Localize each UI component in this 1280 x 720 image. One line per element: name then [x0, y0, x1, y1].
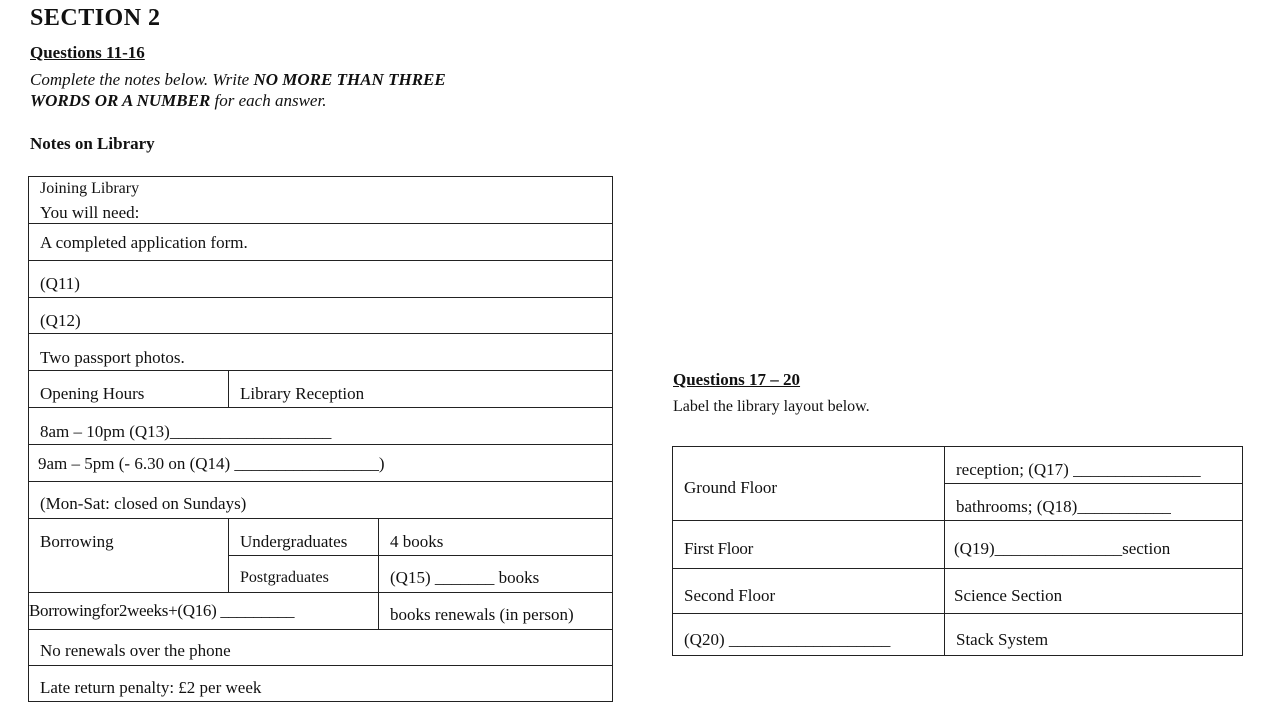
mon-sat-row: (Mon-Sat: closed on Sundays) [40, 494, 247, 513]
row-divider [944, 483, 1243, 484]
notes-table-border-top [28, 176, 613, 177]
joining-library-title: Joining Library [40, 180, 140, 197]
no-renewals-row: No renewals over the phone [40, 641, 231, 660]
section-title: SECTION 2 [30, 5, 161, 31]
undergraduates-label: Undergraduates [240, 532, 348, 551]
four-books-value: 4 books [390, 532, 444, 551]
notes-title: Notes on Library [30, 134, 155, 153]
layout-instruction: Label the library layout below. [673, 398, 870, 415]
questions-11-16-heading: Questions 11-16 [30, 43, 145, 62]
instructions [30, 69, 446, 111]
row-divider [28, 665, 613, 666]
row-divider [28, 518, 613, 519]
row-divider [28, 629, 613, 630]
col-divider [944, 446, 945, 656]
notes-table-border-left [28, 176, 29, 702]
q14-row: 9am – 5pm (- 6.30 on (Q14) _________________) [38, 454, 385, 473]
col-divider [228, 518, 229, 592]
science-section-label: Science Section [954, 586, 1063, 605]
layout-table-border-right [1242, 446, 1243, 656]
q19-section: (Q19)_______________section [954, 539, 1171, 558]
row-divider [672, 520, 1243, 521]
q15-books: (Q15) _______ books [390, 568, 540, 587]
second-floor-label: Second Floor [684, 586, 776, 605]
opening-hours-label: Opening Hours [40, 384, 145, 403]
q12-row: (Q12) [40, 311, 81, 330]
notes-table-border-bottom [28, 701, 613, 702]
borrowing-label: Borrowing [40, 532, 114, 551]
row-divider [28, 260, 613, 261]
stack-system-label: Stack System [956, 630, 1049, 649]
row-divider [28, 444, 613, 445]
instruction-post: for each answer. [210, 91, 327, 110]
notes-table-border-right [612, 176, 613, 702]
instruction-bold-2: WORDS OR A NUMBER [30, 91, 211, 110]
layout-table-border-left [672, 446, 673, 656]
row-divider [672, 613, 1243, 614]
instruction-bold-1: NO MORE THAN THREE [253, 70, 446, 89]
row-divider [28, 297, 613, 298]
row-divider [672, 568, 1243, 569]
row-divider [28, 223, 613, 224]
q13-row: 8am – 10pm (Q13)___________________ [40, 422, 332, 441]
ground-floor-label: Ground Floor [684, 478, 778, 497]
reception-q17: reception; (Q17) _______________ [956, 460, 1201, 479]
you-will-need-label: You will need: [40, 203, 140, 222]
bathrooms-q18: bathrooms; (Q18)___________ [956, 497, 1171, 516]
q11-row: (Q11) [40, 274, 80, 293]
col-divider [228, 370, 229, 407]
postgraduates-label: Postgraduates [240, 569, 329, 586]
row-divider [28, 592, 613, 593]
first-floor-label: First Floor [684, 539, 753, 558]
row-divider [28, 370, 613, 371]
row-divider [228, 555, 613, 556]
layout-table-border-top [672, 446, 1243, 447]
row-divider [28, 407, 613, 408]
col-divider [378, 518, 379, 629]
instruction-pre: Complete the notes below. Write [30, 70, 254, 89]
renewals-in-person: books renewals (in person) [390, 605, 574, 624]
row-divider [28, 333, 613, 334]
library-reception-label: Library Reception [240, 384, 365, 403]
borrowing-q16-row: Borrowingfor2weeks+(Q16) _________ [29, 601, 295, 620]
layout-table-border-bottom [672, 655, 1243, 656]
row-divider [28, 481, 613, 482]
questions-17-20-heading: Questions 17 – 20 [673, 370, 801, 389]
q20-label: (Q20) ___________________ [684, 630, 891, 649]
application-form-row: A completed application form. [40, 233, 248, 252]
passport-photos-row: Two passport photos. [40, 348, 185, 367]
late-penalty-row: Late return penalty: £2 per week [40, 678, 262, 697]
